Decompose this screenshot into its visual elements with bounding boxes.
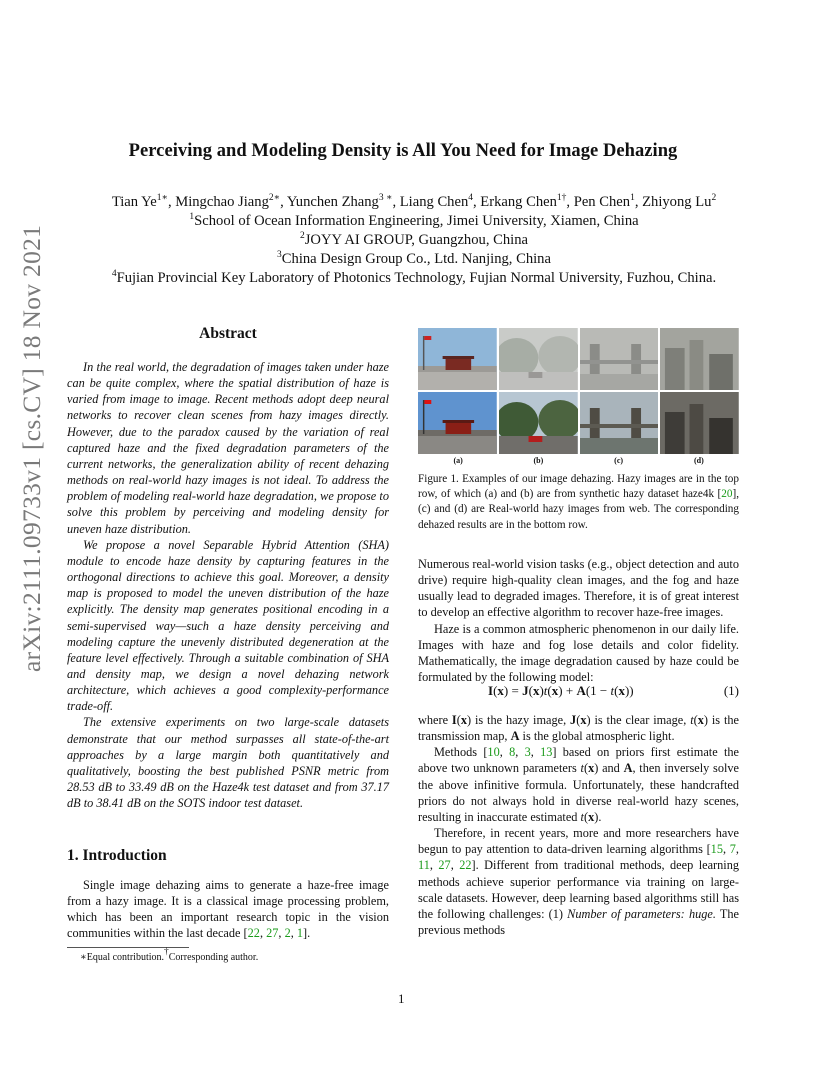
hazy-image-b	[499, 328, 578, 390]
author-affiliation-mark: 1	[630, 193, 635, 203]
intro-paragraph: Haze is a common atmospheric phenomenon in our daily life. Images with haze and fog lose details and color fidelity. Mathematically, the image degradation caused by haze could be formulated by the following model:	[418, 621, 739, 685]
intro-paragraph: where I(x) is the hazy image, J(x) is the clear image, t(x) is the transmission map, A is the global atmospheric light.	[418, 713, 739, 744]
introduction-heading: 1. Introduction	[67, 847, 167, 864]
citation-link[interactable]: 15	[710, 842, 723, 857]
citation-link[interactable]: 10	[487, 745, 500, 760]
intro-right-text-top	[418, 556, 739, 685]
author-affiliation-mark: 2	[711, 193, 717, 203]
page-number: 1	[398, 991, 405, 1006]
author-affiliation-mark: 3 ∗	[378, 193, 393, 203]
citation-link[interactable]: 27	[438, 858, 451, 873]
affiliation: $^1$School of Ocean Information Engineering, Jimei University, Xiamen, China	[189, 212, 639, 229]
dehazed-image-a	[418, 392, 497, 454]
citation-link[interactable]: 20	[721, 488, 733, 501]
hazy-image-a	[418, 328, 497, 390]
abstract-heading: Abstract	[199, 325, 257, 342]
author-name: Liang Chen	[399, 194, 469, 210]
subfigure-label: (a)	[453, 456, 463, 465]
subfigure-label: (b)	[533, 456, 544, 465]
abstract-paragraph: The extensive experiments on two large-scale datasets demonstrate that our method surpasses all state-of-the-art approaches by a large margin both quantitatively and qualitatively, boosting the best published PSNR metric from 28.53 dB to 33.49 dB on the Haze4k test dataset and from 37.17 dB to 38.41 dB on the SOTS indoor test dataset.	[67, 715, 389, 811]
dehazed-image-b	[499, 392, 578, 454]
abstract-paragraph: We propose a novel Separable Hybrid Attention (SHA) module to encode haze density by capturing features in the orthogonal directions to achieve this goal. Moreover, a density map is proposed to model the uneven distribution of the haze explicitly. The density map generates positional encoding in a semi-supervised way—such a haze density perceiving and modeling capture the unevenly distributed degeneration at the feature level effectively. Through a suitable combination of SHA and density map, we design a novel dehazing network architecture, which achieves a good complexity-performance trade-off.	[67, 537, 389, 714]
author-name: Pen Chen	[573, 194, 631, 210]
figure-1-image-grid	[418, 328, 739, 454]
dehazed-image-d	[660, 392, 739, 454]
citation-link[interactable]: 2	[284, 926, 291, 941]
affiliation: $^3$China Design Group Co., Ltd. Nanjing, China	[277, 250, 551, 267]
affiliation: $^2$JOYY AI GROUP, Guangzhou, China	[300, 231, 528, 248]
equation-1	[418, 683, 739, 703]
hazy-image-c	[580, 328, 659, 390]
author-name: Zhiyong Lu	[642, 194, 712, 210]
figure-1-caption: Figure 1. Examples of our image dehazing. Hazy images are in the top row, of which (a) and (b) are from synthetic hazy dataset haze4k [20], (c) and (d) are Real-world hazy images from web. The corresponding dehazed results are in the bottom row.	[418, 473, 739, 531]
equation-body: I(x) = J(x)t(x) + A(1 − t(x))	[488, 683, 634, 698]
author-affiliation-mark: 2∗	[268, 193, 281, 203]
footnote-rule	[67, 947, 189, 948]
author-name: Tian Ye	[111, 194, 157, 210]
citation-link[interactable]: 11	[418, 858, 430, 873]
arxiv-stamp: arXiv:2111.09733v1 [cs.CV] 18 Nov 2021	[17, 224, 46, 672]
citation-link[interactable]: 7	[729, 842, 736, 857]
citation-link[interactable]: 3	[524, 745, 531, 760]
subfigure-label: (d)	[693, 456, 704, 465]
citation-link[interactable]: 22	[247, 926, 260, 941]
author-name: Yunchen Zhang	[286, 194, 379, 210]
equation-number: (1)	[723, 683, 739, 698]
affiliation: $^4$Fujian Provincial Key Laboratory of Photonics Technology, Fujian Normal University, Fuzhou, China.	[111, 269, 717, 286]
intro-left-text	[67, 877, 389, 942]
intro-paragraph: Therefore, in recent years, more and more researchers have begun to pay attention to data-driven learning algorithms [15, 7, 11, 27, 22]. Different from traditional methods, deep learning methods achieve superior performance via training on large-scale datasets. However, deep learning based algorithms still has the following challenges: (1) Number of parameters: huge. The previous methods	[418, 826, 739, 938]
intro-paragraph: Single image dehazing aims to generate a haze-free image from a hazy image. It is a classical image processing problem, which has been an important research topic in the vision communities within the last decade [22, 27, 2, 1].	[67, 878, 389, 941]
dehazed-image-c	[580, 392, 659, 454]
intro-right-text-bottom	[418, 712, 739, 938]
footnote: ∗Equal contribution.†Corresponding author.	[80, 947, 259, 963]
abstract-paragraph: In the real world, the degradation of images taken under haze can be quite complex, where the spatial distribution of haze is varied from image to image. Recent methods adopt deep neural networks to recover clean scenes from hazy images directly. However, due to the paradox caused by the variation of real captured haze and the fixed degradation parameters of the current networks, the generalization ability of recent dehazing methods on real-world hazy images is not ideal. To address the problem of modeling real-world haze degradation, we propose to solve this problem by perceiving and modeling density for uneven haze distribution.	[67, 360, 389, 536]
paper-title: Perceiving and Modeling Density is All You Need for Image Dehazing	[128, 141, 678, 161]
intro-paragraph: Methods [10, 8, 3, 13] based on priors first estimate the above two unknown parameters t(x) and A, then inversely solve the above infinitive formula. Unfortunately, these handcrafted priors do not always hold in diverse real-world hazy scenes, resulting in inaccurate estimated t(x).	[418, 745, 740, 824]
author-name: Erkang Chen	[480, 194, 557, 210]
author-affiliation-mark: 1†	[556, 193, 567, 203]
abstract-body	[67, 359, 389, 811]
author-affiliation-mark: 4	[468, 193, 473, 203]
figure-1-subfigure-labels	[418, 456, 739, 465]
author-list: Tian $Ye^{1∗}$, Mingchao Jiang$^{2∗}$, Yunchen Zhang$^{3 ∗}$, Liang Chen$^4$, Erkang Chen$^{1\dagger}$, Pen Chen$^1$, Zhiyong Lu$^2$	[111, 193, 717, 210]
citation-link[interactable]: 1	[296, 926, 304, 941]
author-affiliation-mark: 1∗	[156, 193, 168, 203]
intro-paragraph: Numerous real-world vision tasks (e.g., object detection and auto drive) require high-quality clean images, and the fog and haze usually lead to degraded images. Therefore, it is of great interest to develop an effective algorithm to recover haze-free images.	[418, 557, 739, 620]
hazy-image-d	[660, 328, 739, 390]
citation-link[interactable]: 22	[459, 858, 472, 873]
author-name: Mingchao Jiang	[175, 194, 269, 210]
citation-link[interactable]: 8	[509, 745, 516, 760]
citation-link[interactable]: 13	[540, 745, 553, 760]
citation-link[interactable]: 27	[266, 926, 279, 941]
subfigure-label: (c)	[614, 456, 624, 465]
